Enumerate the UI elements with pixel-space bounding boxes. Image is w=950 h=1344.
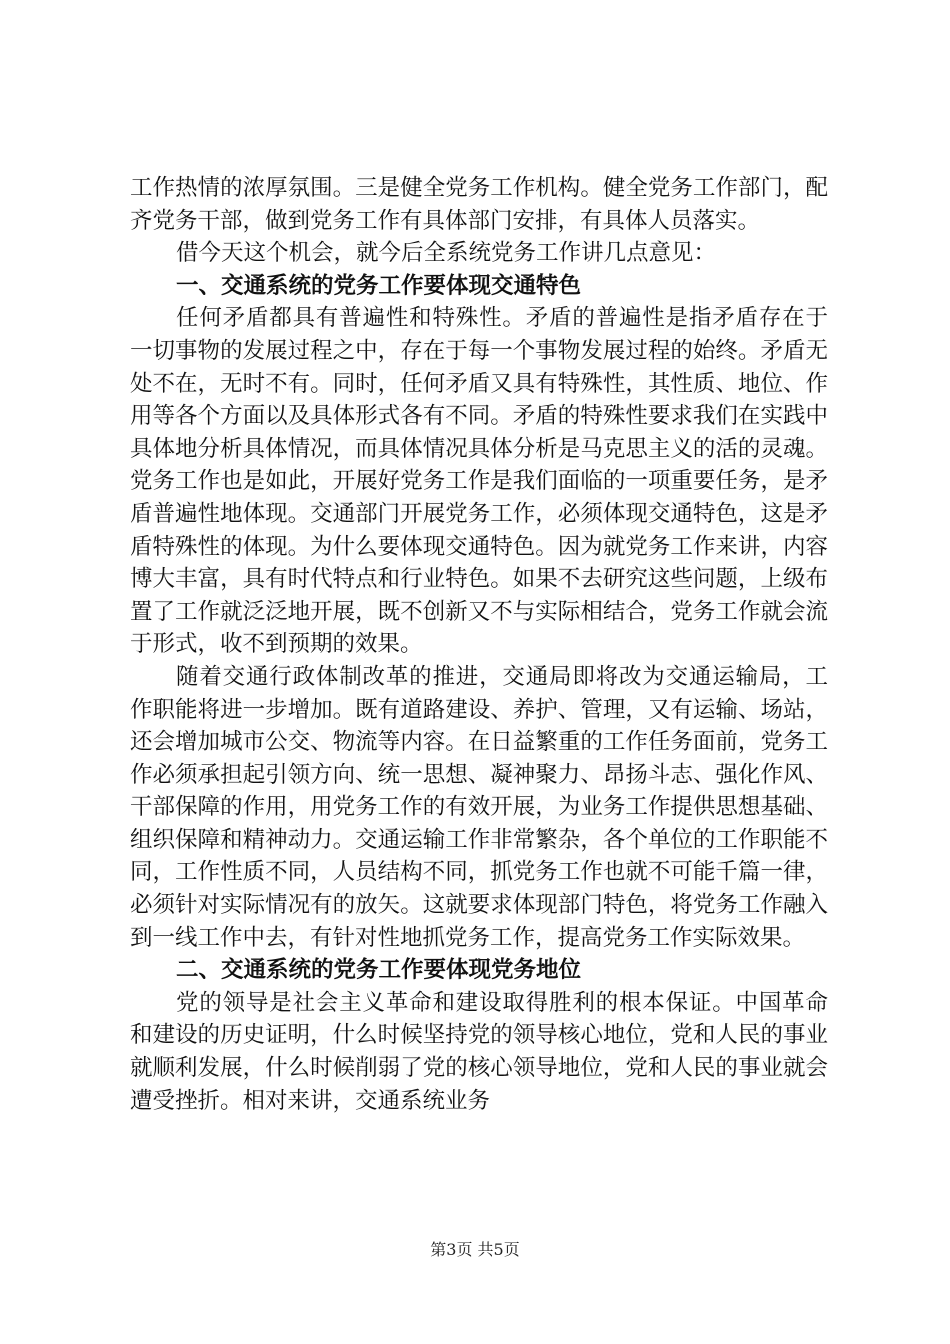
section-heading-2: 二、交通系统的党务工作要体现党务地位 (176, 957, 582, 984)
paragraph-2: 借今天这个机会，就今后全系统党务工作讲几点意见： (176, 240, 717, 267)
paragraph-1: 工作热情的浓厚氛围。三是健全党务工作机构。健全党务工作部门，配齐党务干部，做到党务工作有具体部门安排，有具体人员落实。 (130, 175, 828, 234)
paragraph-3: 任何矛盾都具有普遍性和特殊性。矛盾的普遍性是指矛盾存在于一切事物的发展过程之中，存在于每一个事物发展过程的始终。矛盾无处不在，无时不有。同时，任何矛盾又具有特殊性，其性质、地位、作用等各个方面以及具体形式各有不同。矛盾的特殊性要求我们在实践中具体地分析具体情况，而具体情况具体分析是马克思主义的活的灵魂。党务工作也是如此，开展好党务工作是我们面临的一项重要任务，是矛盾普遍性地体现。交通部门开展党务工作，必须体现交通特色，这是矛盾特殊性的体现。为什么要体现交通特色。因为就党务工作来讲，内容博大丰富，具有时代特点和行业特色。如果不去研究这些问题，上级布置了工作就泛泛地开展，既不创新又不与实际相结合，党务工作就会流于形式，收不到预期的效果。 (130, 305, 828, 658)
page-footer: 第3页 共5页 (430, 1240, 520, 1259)
section-heading-1: 一、交通系统的党务工作要体现交通特色 (176, 272, 582, 299)
paragraph-4: 随着交通行政体制改革的推进，交通局即将改为交通运输局，工作职能将进一步增加。既有道路建设、养护、管理，又有运输、场站，还会增加城市公交、物流等内容。在日益繁重的工作任务面前，党务工作必须承担起引领方向、统一思想、凝神聚力、昂扬斗志、强化作风、干部保障的作用，用党务工作的有效开展，为业务工作提供思想基础、组织保障和精神动力。交通运输工作非常繁杂，各个单位的工作职能不同，工作性质不同，人员结构不同，抓党务工作也就不可能千篇一律，必须针对实际情况有的放矢。这就要求体现部门特色，将党务工作融入到一线工作中去，有针对性地抓党务工作，提高党务工作实际效果。 (130, 663, 828, 951)
paragraph-5: 党的领导是社会主义革命和建设取得胜利的根本保证。中国革命和建设的历史证明，什么时候坚持党的领导核心地位，党和人民的事业就顺利发展，什么时候削弱了党的核心领导地位，党和人民的事业就会遭受挫折。相对来讲，交通系统业务 (130, 989, 828, 1114)
document-body (130, 172, 828, 1117)
